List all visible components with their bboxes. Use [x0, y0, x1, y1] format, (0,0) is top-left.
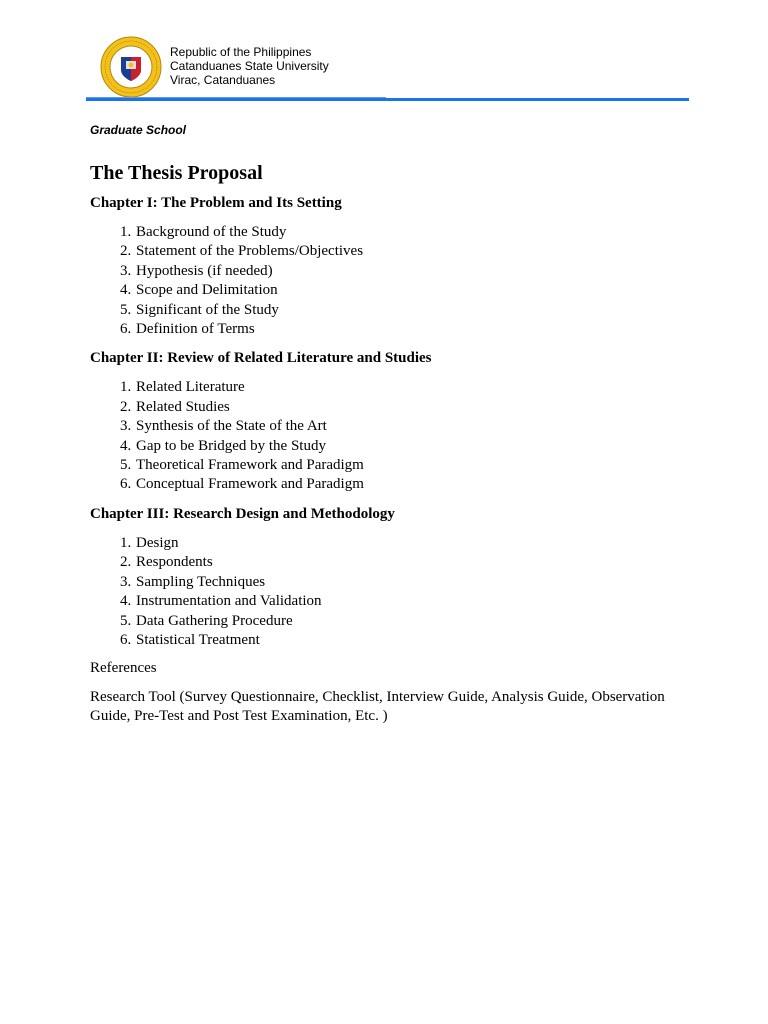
list-item: 6. Conceptual Framework and Paradigm [135, 475, 690, 494]
document-body [90, 118, 690, 727]
list-item: 3. Hypothesis (if needed) [135, 262, 690, 281]
list-item: 4. Instrumentation and Validation [135, 592, 690, 611]
list-item: 6. Statistical Treatment [135, 631, 690, 650]
list-item: 1. Background of the Study [135, 223, 690, 242]
list-item: 2. Respondents [135, 553, 690, 572]
chapter-3-list [90, 534, 690, 650]
chapter-heading: Chapter I: The Problem and Its Setting [90, 195, 342, 211]
letterhead [0, 0, 768, 110]
list-item: 2. Statement of the Problems/Objectives [135, 242, 690, 261]
page-title: The Thesis Proposal [90, 162, 263, 184]
list-item: 3. Synthesis of the State of the Art [135, 417, 690, 436]
list-item: 4. Scope and Delimitation [135, 281, 690, 300]
department-label: Graduate School [90, 123, 187, 137]
list-item: 1. Design [135, 534, 690, 553]
list-item: 3. Sampling Techniques [135, 573, 690, 592]
org-line-location: Virac, Catanduanes [170, 73, 276, 87]
list-item: 6. Definition of Terms [135, 320, 690, 339]
list-item: 1. Related Literature [135, 378, 690, 397]
org-address [170, 45, 329, 87]
header-rule [86, 98, 689, 101]
list-item: 2. Related Studies [135, 398, 690, 417]
references-label: References [90, 660, 157, 677]
chapter-heading: Chapter III: Research Design and Methodology [90, 505, 395, 522]
chapter-heading: Chapter II: Review of Related Literature and Studies [90, 350, 432, 367]
list-item: 5. Data Gathering Procedure [135, 612, 690, 631]
university-seal-icon [100, 36, 162, 98]
chapter-1-list [90, 223, 690, 339]
chapter-2-list [90, 378, 690, 494]
research-tool-text: Research Tool (Survey Questionnaire, Checklist, Interview Guide, Analysis Guide, Observation Guide, Pre-Test and Post Test Examination, Etc. ) [90, 688, 665, 725]
list-item: 5. Theoretical Framework and Paradigm [135, 456, 690, 475]
org-line-country: Republic of the Philippines [170, 45, 312, 59]
list-item: 5. Significant of the Study [135, 301, 690, 320]
list-item: 4. Gap to be Bridged by the Study [135, 437, 690, 456]
org-line-university: Catanduanes State University [170, 59, 329, 73]
